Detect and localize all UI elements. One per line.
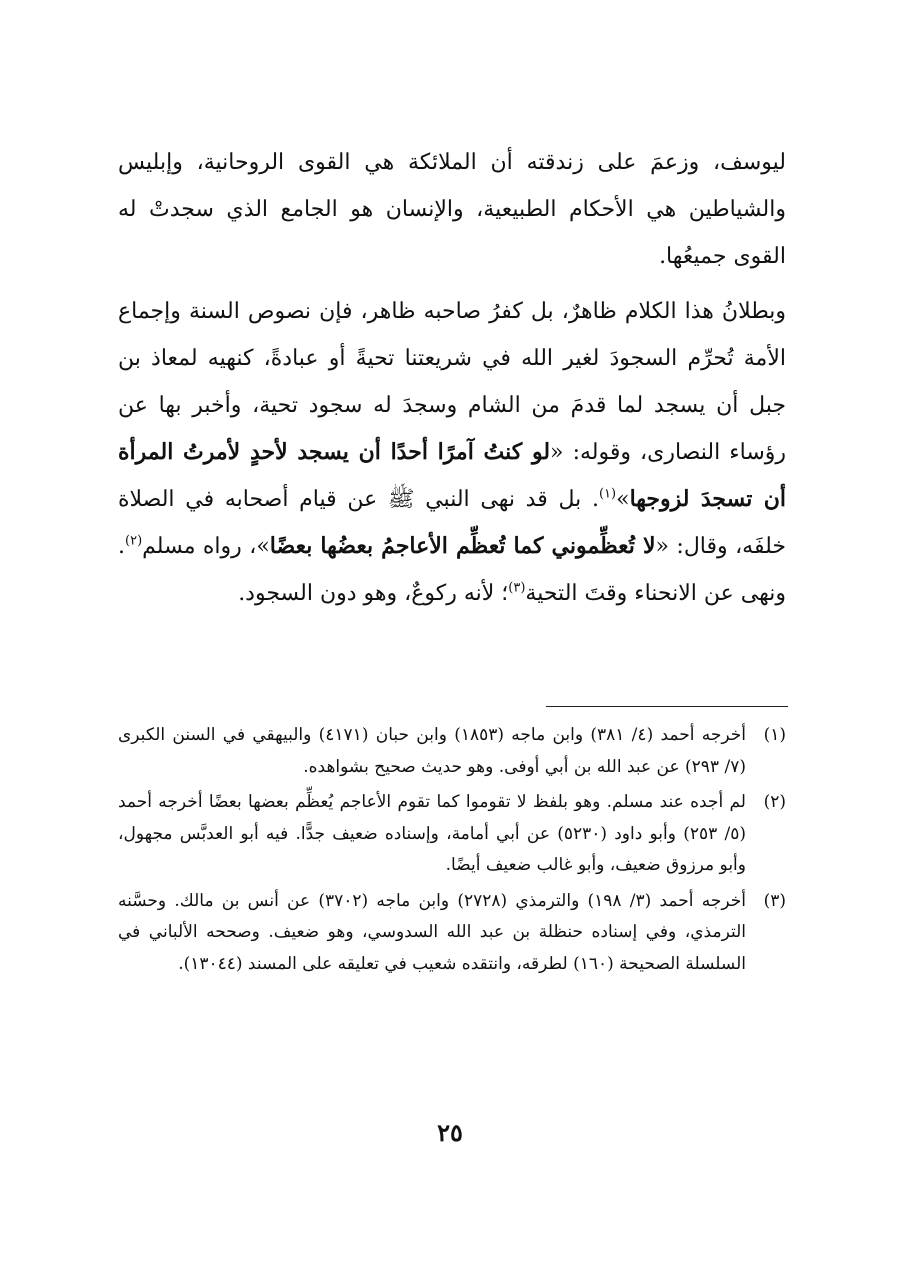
footnote-1-number: (١): [763, 725, 786, 745]
footnote-separator: [546, 706, 788, 707]
hadith-quote-2: لا تُعظِّموني كما تُعظِّم الأعاجمُ بعضُها بعضًا: [269, 533, 656, 559]
footnote-1: [118, 720, 786, 783]
footnote-2-number: (٢): [763, 792, 786, 812]
paragraph-2-part-5: . ونهى عن الانحناء وقتَ التحية: [118, 534, 786, 606]
paragraph-2: [118, 288, 786, 617]
paragraph-2-part-3: . بل قد نهى النبي ﷺ عن قيام أصحابه في الصلاة خلفَه، وقال: «: [118, 487, 786, 559]
paragraph-2-part-1: وبطلانُ هذا الكلام ظاهرٌ، بل كفرُ صاحبه ظاهر، فإن نصوص السنة وإجماع الأمة تُحرِّم السجودَ لغير الله في شريعتنا تحيةً أو عبادةً، كنهيه لمعاذ بن جبل أن يسجد لما قدمَ من الشام وسجدَ له سجود تحية، وأخبر بها عن رؤساء النصارى، وقوله: «: [118, 299, 787, 465]
page-number: ٢٥: [437, 1118, 463, 1147]
footnote-ref-1: (١): [598, 486, 617, 502]
footnote-3: [118, 886, 786, 981]
footnote-ref-2: (٢): [125, 533, 143, 549]
footnote-3-number: (٣): [763, 890, 786, 911]
footnote-1-text: أخرجه أحمد (٤/ ٣٨١) وابن ماجه (١٨٥٣) وابن حبان (٤١٧١) والبيهقي في السنن الكبرى (٧/ ٢٩٣) عن عبد الله بن أبي أوفى. وهو حديث صحيح بشواهده.: [118, 725, 746, 777]
paragraph-1-text: ليوسف، وزعمَ على زندقته أن الملائكة هي القوى الروحانية، وإبليس والشياطين هي الأحكام الطبيعية، والإنسان هو الجامع الذي سجدتْ له القوى جميعُها.: [118, 150, 786, 269]
footnote-ref-3: (٣): [508, 580, 526, 596]
paragraph-1: [118, 139, 786, 280]
footnote-2: [118, 787, 786, 882]
paragraph-2-part-6: ؛ لأنه ركوعٌ، وهو دون السجود.: [238, 581, 509, 606]
footnote-3-text: أخرجه أحمد (٣/ ١٩٨) والترمذي (٢٧٢٨) وابن ماجه (٣٧٠٢) عن أنس بن مالك. وحسَّنه الترمذي، وفي إسناده حنظلة بن عبد الله السدوسي، وهو ضعيف. وصححه الألباني في السلسلة الصحيحة (١٦٠) لطرقه، وانتقده شعيب في تعليقه على المسند (١٣٠٤٤).: [118, 890, 746, 974]
paragraph-2-part-4: »، رواه مسلم: [142, 534, 270, 559]
hadith-quote-1: لو كنتُ آمرًا أحدًا أن يسجد لأحدٍ لأمرتُ المرأة أن تسجدَ لزوجها: [118, 439, 786, 512]
footnote-2-text: لم أجده عند مسلم. وهو بلفظ لا تقوموا كما تقوم الأعاجم يُعظِّم بعضها بعضًا أخرجه أحمد (٥/ ٢٥٣) وأبو داود (٥٢٣٠) عن أبي أمامة، وإسناده ضعيف جدًّا. فيه أبو العدبَّس مجهول، وأبو مرزوق ضعيف، وأبو غالب ضعيف أيضًا.: [118, 792, 746, 875]
paragraph-2-part-2: »: [616, 487, 630, 512]
paragraph-2-text: [118, 288, 786, 617]
footnotes: [118, 720, 786, 984]
